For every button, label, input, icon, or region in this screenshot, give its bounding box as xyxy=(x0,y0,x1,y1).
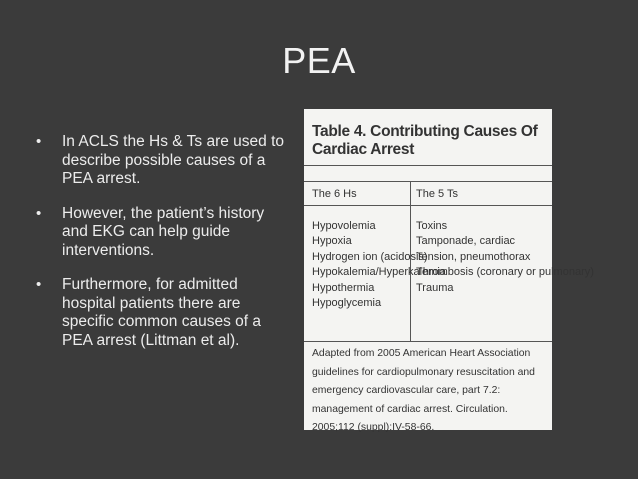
hs-item: Hypovolemia xyxy=(312,220,376,232)
bullet-icon: • xyxy=(36,204,42,222)
ts-item: Thrombosis (coronary or pulmonary) xyxy=(416,266,594,279)
divider xyxy=(304,165,552,166)
causes-table-image xyxy=(304,109,594,433)
ts-column xyxy=(416,219,594,296)
table-footnote: Adapted from 2005 American Heart Association guidelines for cardiopulmonary resuscitation and emergency cardiovascular care, part 7.2: management of cardiac arrest. Circulation. 2005;112 (suppl):IV-58-66. xyxy=(312,348,535,433)
hs-item: Hypokalemia/Hyperkalemia xyxy=(312,266,446,279)
hs-item: Hydrogen ion (acidosis) xyxy=(312,250,428,263)
table-title: Table 4. Contributing Causes Of Cardiac Arrest xyxy=(312,123,538,158)
hs-item: Hypoxia xyxy=(312,235,352,248)
bullet-item xyxy=(36,205,292,261)
divider xyxy=(304,341,552,342)
bullet-text: Furthermore, for admitted hospital patients there are specific common causes of a PEA arrest (Littman et al). xyxy=(62,276,262,349)
bullet-item xyxy=(36,276,292,350)
bullet-text: However, the patient’s history and EKG can help guide interventions. xyxy=(62,204,265,259)
hs-item: Hypothermia xyxy=(312,281,375,294)
divider xyxy=(304,181,552,182)
col2-header: The 5 Ts xyxy=(416,188,458,200)
ts-item: Toxins xyxy=(416,220,448,232)
divider xyxy=(304,205,552,206)
col1-header: The 6 Hs xyxy=(312,188,357,200)
ts-item: Trauma xyxy=(416,281,454,294)
bullet-text: In ACLS the Hs & Ts are used to describe possible causes of a PEA arrest. xyxy=(62,133,285,187)
bullet-icon: • xyxy=(36,133,42,150)
bullet-item xyxy=(36,133,292,189)
ts-item: Tamponade, cardiac xyxy=(416,235,516,248)
slide-title: PEA xyxy=(282,40,356,81)
bullet-icon: • xyxy=(36,276,42,293)
ts-item: Tension, pneumothorax xyxy=(416,250,531,263)
hs-item: Hypoglycemia xyxy=(312,297,382,310)
bullet-list xyxy=(36,133,292,366)
